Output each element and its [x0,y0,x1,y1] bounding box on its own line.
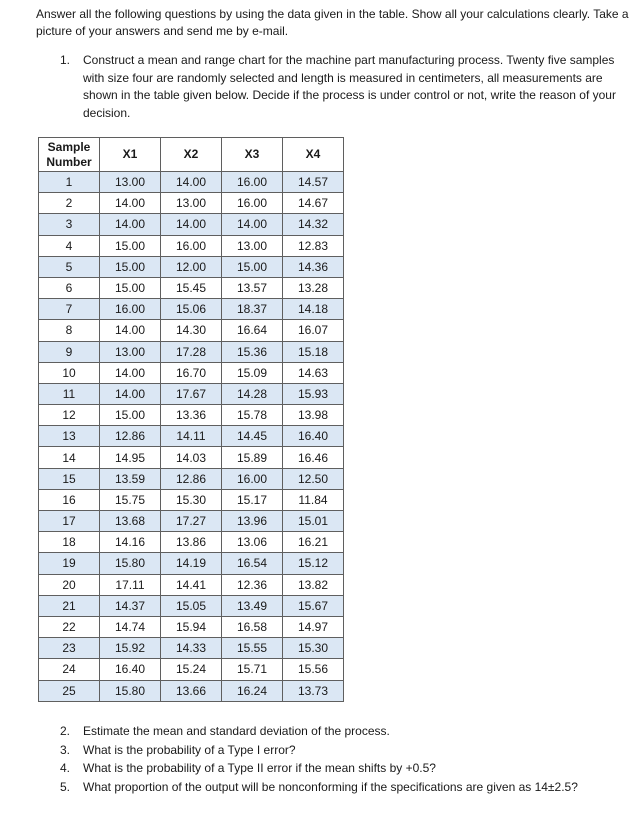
question-4-number: 4. [60,761,71,775]
question-3-number: 3. [60,742,71,757]
x3-cell: 13.06 [222,532,283,553]
sample-number-cell: 18 [39,532,100,553]
x2-cell: 16.70 [161,362,222,383]
table-row [39,595,344,616]
x3-cell: 18.37 [222,299,283,320]
x1-cell: 15.92 [100,638,161,659]
question-3 [60,741,630,760]
sample-number-cell: 7 [39,299,100,320]
x2-cell: 15.06 [161,299,222,320]
question-2-number: 2. [60,724,71,738]
table-row [39,362,344,383]
x4-cell: 14.36 [283,256,344,277]
x2-cell: 13.66 [161,680,222,701]
x4-cell: 14.63 [283,362,344,383]
x4-cell: 13.73 [283,680,344,701]
x3-cell: 15.71 [222,659,283,680]
table-row [39,532,344,553]
sample-number-cell: 14 [39,447,100,468]
x1-cell: 16.40 [100,659,161,680]
x3-cell: 12.36 [222,574,283,595]
sample-number-cell: 21 [39,595,100,616]
x3-cell: 15.00 [222,256,283,277]
x3-cell: 16.58 [222,616,283,637]
x2-cell: 15.30 [161,489,222,510]
x1-cell: 15.00 [100,256,161,277]
question-1 [60,52,620,122]
table-row [39,574,344,595]
x1-cell: 12.86 [100,426,161,447]
x2-cell: 15.45 [161,277,222,298]
table-row [39,489,344,510]
x4-cell: 16.46 [283,447,344,468]
x2-cell: 17.67 [161,383,222,404]
x1-cell: 15.80 [100,680,161,701]
sample-number-cell: 20 [39,574,100,595]
x4-cell: 11.84 [283,489,344,510]
x4-cell: 13.28 [283,277,344,298]
x2-cell: 15.05 [161,595,222,616]
x1-cell: 16.00 [100,299,161,320]
sample-number-cell: 4 [39,235,100,256]
x4-cell: 13.82 [283,574,344,595]
table-row [39,256,344,277]
x3-cell: 16.00 [222,468,283,489]
question-4-text: What is the probability of a Type II error if the mean shifts by +0.5? [83,761,436,775]
table-row [39,172,344,193]
instructions: Answer all the following questions by using the data given in the table. Show all your calculations clearly. Take a picture of your answers and send me by e-mail. [36,7,629,38]
measurements-table [38,137,344,702]
x2-cell: 14.33 [161,638,222,659]
sample-number-cell: 13 [39,426,100,447]
x4-cell: 16.40 [283,426,344,447]
x2-cell: 12.00 [161,256,222,277]
x4-cell: 12.83 [283,235,344,256]
x4-cell: 16.21 [283,532,344,553]
x3-cell: 15.89 [222,447,283,468]
sample-number-cell: 10 [39,362,100,383]
header-x4: X4 [283,138,344,172]
x4-cell: 14.57 [283,172,344,193]
x4-cell: 15.30 [283,638,344,659]
sample-number-cell: 24 [39,659,100,680]
sample-number-cell: 2 [39,193,100,214]
x2-cell: 13.86 [161,532,222,553]
question-5 [60,778,630,797]
x4-cell: 12.50 [283,468,344,489]
x1-cell: 13.00 [100,341,161,362]
sample-number-cell: 12 [39,405,100,426]
x3-cell: 13.00 [222,235,283,256]
x3-cell: 15.36 [222,341,283,362]
table-row [39,447,344,468]
table-row [39,341,344,362]
table-row [39,426,344,447]
question-4 [60,759,630,778]
header-x1: X1 [100,138,161,172]
sample-number-cell: 11 [39,383,100,404]
x1-cell: 14.00 [100,193,161,214]
x1-cell: 15.00 [100,277,161,298]
x1-cell: 14.95 [100,447,161,468]
x2-cell: 17.27 [161,511,222,532]
sample-number-cell: 9 [39,341,100,362]
x1-cell: 14.16 [100,532,161,553]
table-header-row [39,138,344,172]
x1-cell: 14.74 [100,616,161,637]
x1-cell: 14.00 [100,383,161,404]
x3-cell: 14.28 [222,383,283,404]
x1-cell: 15.00 [100,405,161,426]
x1-cell: 15.00 [100,235,161,256]
x1-cell: 15.75 [100,489,161,510]
question-2-text: Estimate the mean and standard deviation of the process. [83,724,390,738]
x3-cell: 15.17 [222,489,283,510]
table-row [39,659,344,680]
table-row [39,468,344,489]
table-row [39,299,344,320]
x1-cell: 14.00 [100,320,161,341]
question-5-number: 5. [60,779,71,794]
x2-cell: 14.11 [161,426,222,447]
header-x3: X3 [222,138,283,172]
x2-cell: 13.36 [161,405,222,426]
x3-cell: 14.45 [222,426,283,447]
remaining-questions [60,722,630,796]
x2-cell: 15.94 [161,616,222,637]
x2-cell: 12.86 [161,468,222,489]
x3-cell: 16.24 [222,680,283,701]
x1-cell: 14.00 [100,362,161,383]
x3-cell: 16.64 [222,320,283,341]
sample-number-cell: 23 [39,638,100,659]
sample-number-cell: 6 [39,277,100,298]
x3-cell: 15.55 [222,638,283,659]
x3-cell: 16.54 [222,553,283,574]
sample-number-cell: 8 [39,320,100,341]
x4-cell: 14.97 [283,616,344,637]
table-row [39,277,344,298]
x4-cell: 15.01 [283,511,344,532]
x4-cell: 14.67 [283,193,344,214]
question-2 [60,722,630,741]
table-row [39,616,344,637]
x4-cell: 14.32 [283,214,344,235]
x4-cell: 15.67 [283,595,344,616]
x3-cell: 15.09 [222,362,283,383]
x2-cell: 14.03 [161,447,222,468]
x3-cell: 16.00 [222,172,283,193]
header-sample-number: Sample Number [39,138,100,172]
sample-number-cell: 5 [39,256,100,277]
x4-cell: 15.18 [283,341,344,362]
question-1-text: Construct a mean and range chart for the machine part manufacturing process. Twenty five samples with size four are randomly selected and length is measured in centimeters, all measurements are shown in the table given below. Decide if the process is under control or not, write the reason of your decision. [83,53,616,120]
x3-cell: 13.57 [222,277,283,298]
x1-cell: 15.80 [100,553,161,574]
x3-cell: 13.96 [222,511,283,532]
x1-cell: 14.00 [100,214,161,235]
question-1-number: 1. [60,53,71,67]
x2-cell: 15.24 [161,659,222,680]
header-x2: X2 [161,138,222,172]
x3-cell: 14.00 [222,214,283,235]
x3-cell: 13.49 [222,595,283,616]
x4-cell: 16.07 [283,320,344,341]
x4-cell: 15.12 [283,553,344,574]
x4-cell: 15.56 [283,659,344,680]
x2-cell: 14.00 [161,172,222,193]
x2-cell: 14.19 [161,553,222,574]
x3-cell: 16.00 [222,193,283,214]
x2-cell: 14.30 [161,320,222,341]
table-row [39,383,344,404]
x2-cell: 14.41 [161,574,222,595]
x2-cell: 17.28 [161,341,222,362]
x2-cell: 13.00 [161,193,222,214]
table-row [39,320,344,341]
sample-number-cell: 25 [39,680,100,701]
sample-number-cell: 22 [39,616,100,637]
x1-cell: 13.59 [100,468,161,489]
x2-cell: 16.00 [161,235,222,256]
sample-number-cell: 15 [39,468,100,489]
x2-cell: 14.00 [161,214,222,235]
x4-cell: 14.18 [283,299,344,320]
table-row [39,405,344,426]
question-5-text: What proportion of the output will be nonconforming if the specifications are given as 14±2.5? [83,779,578,794]
table-row [39,235,344,256]
table-row [39,193,344,214]
sample-number-cell: 19 [39,553,100,574]
x1-cell: 14.37 [100,595,161,616]
table-row [39,214,344,235]
x1-cell: 13.68 [100,511,161,532]
sample-number-cell: 16 [39,489,100,510]
sample-number-cell: 1 [39,172,100,193]
sample-number-cell: 17 [39,511,100,532]
table-row [39,638,344,659]
table-row [39,511,344,532]
x4-cell: 13.98 [283,405,344,426]
table-row [39,553,344,574]
x1-cell: 13.00 [100,172,161,193]
table-row [39,680,344,701]
x1-cell: 17.11 [100,574,161,595]
sample-number-cell: 3 [39,214,100,235]
x3-cell: 15.78 [222,405,283,426]
x4-cell: 15.93 [283,383,344,404]
question-3-text: What is the probability of a Type I error? [83,742,296,757]
